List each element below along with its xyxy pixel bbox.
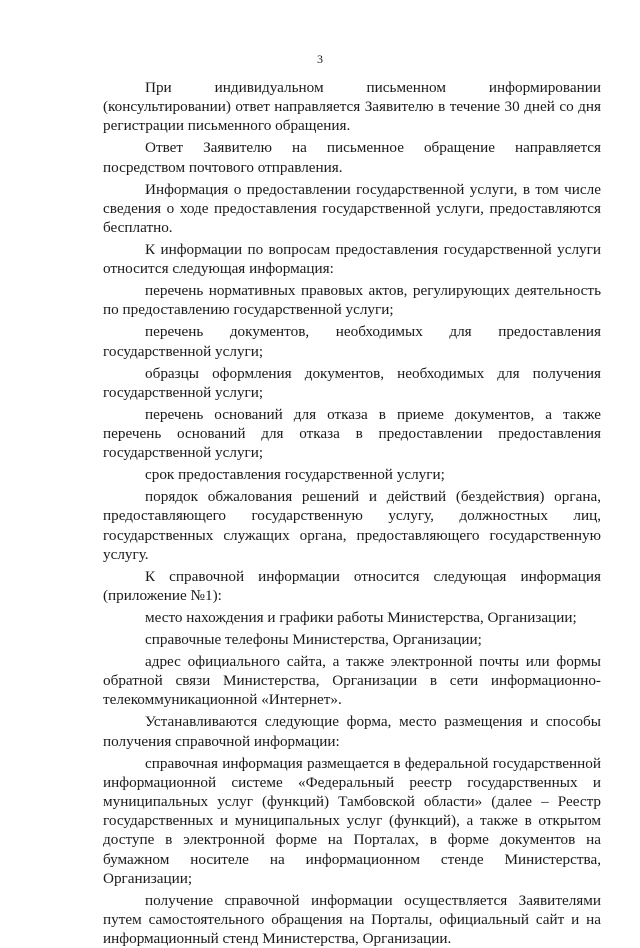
list-item-location-schedule: место нахождения и графики работы Министерства, Организации;	[145, 609, 577, 627]
paragraph-written-reply-deadline: При индивидуальном письменном информировании (консультировании) ответ направляется Заявителю в течение 30 дней со дня регистрации письменного обращения.	[103, 79, 601, 135]
list-item-legal-acts: перечень нормативных правовых актов, регулирующих деятельность по предоставлению государственной услуги;	[103, 282, 601, 319]
paragraph-free-of-charge: Информация о предоставлении государственной услуги, в том числе сведения о ходе предоставления государственной услуги, предоставляются бесплатно.	[103, 180, 601, 237]
list-item-refusal-grounds: перечень оснований для отказа в приеме документов, а также перечень оснований для отказа в предоставлении предоставления государственной услуги;	[103, 405, 601, 462]
list-item-phones: справочные телефоны Министерства, Организации;	[145, 631, 482, 649]
list-item-registry-placement: справочная информация размещается в федеральной государственной информационной системе «Федеральный реестр государственных и муниципальных услуг (функций) Тамбовской области» (далее – Реестр государственных и муниципальных услуг (функций), а также в открытом доступе в электронной форме на Порталах, в форме документов на бумажном носителе на информационном стенде Министерства, Организации;	[103, 754, 601, 887]
list-item-website-email: адрес официального сайта, а также электронной почты или формы обратной связи Министерства, Организации в сети информационно-телекоммуникационной «Интернет».	[103, 653, 601, 709]
paragraph-service-info-intro: К информации по вопросам предоставления государственной услуги относится следующая информация:	[103, 241, 601, 278]
list-item-appeal-procedure: порядок обжалования решений и действий (бездействия) органа, предоставляющего государственную услугу, должностных лиц, государственных служащих органа, предоставляющего государственную услугу.	[103, 488, 601, 563]
list-item-self-service-access: получение справочной информации осуществляется Заявителями путем самостоятельного обращения на Порталы, официальный сайт и на информационный стенд Министерства, Организации.	[103, 891, 601, 948]
paragraph-reference-info-intro: К справочной информации относится следующая информация (приложение №1):	[103, 567, 601, 605]
page-number: 3	[317, 52, 323, 66]
list-item-document-samples: образцы оформления документов, необходимых для получения государственной услуги;	[103, 364, 601, 401]
paragraph-reply-by-mail: Ответ Заявителю на письменное обращение направляется посредством почтового отправления.	[103, 139, 601, 176]
document-body	[103, 78, 601, 948]
paragraph-info-placement-intro: Устанавливаются следующие форма, место размещения и способы получения справочной информации:	[103, 713, 601, 750]
list-item-service-term: срок предоставления государственной услуги;	[145, 466, 445, 484]
list-item-documents-list: перечень документов, необходимых для предоставления государственной услуги;	[103, 323, 601, 360]
